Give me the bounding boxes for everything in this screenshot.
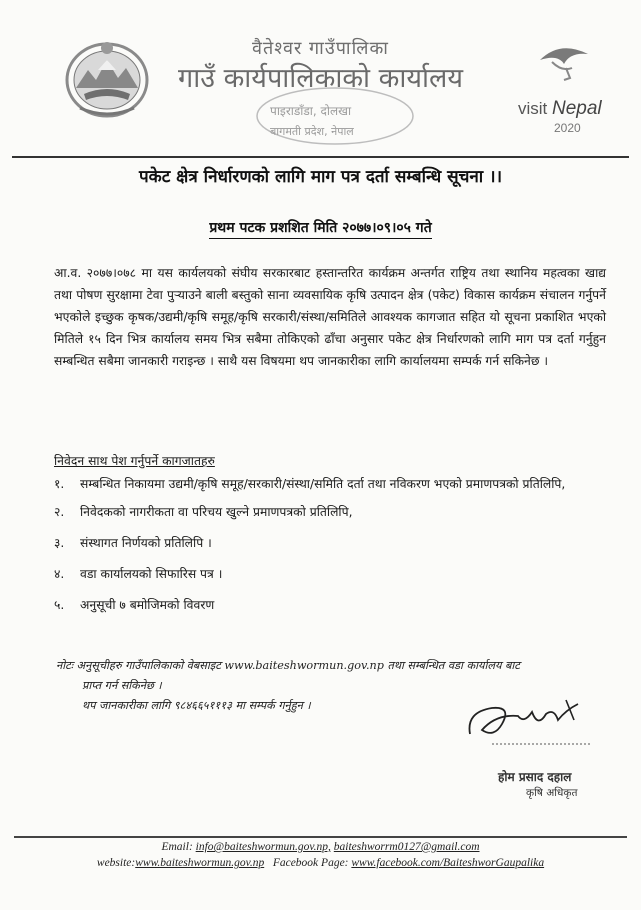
website-link[interactable]: www.baiteshwormun.gov.np <box>135 857 265 869</box>
visit-nepal-logo-icon <box>510 38 615 138</box>
header-divider <box>12 156 629 158</box>
footer-divider <box>14 836 627 838</box>
list-item-number: १. <box>54 477 65 491</box>
facebook-label: Facebook Page: <box>272 857 349 869</box>
office-name: गाउँ कार्यपालिकाको कार्यालय <box>178 63 463 94</box>
notice-subtitle-wrapper <box>0 218 641 237</box>
list-item <box>54 564 610 585</box>
visit-nepal-visit: visit <box>518 99 548 118</box>
list-item <box>54 502 610 523</box>
email-label: Email: <box>161 841 193 853</box>
list-item-text: वडा कार्यालयको सिफारिस पत्र । <box>80 567 223 581</box>
signatory-name: होम प्रसाद दहाल <box>498 770 572 784</box>
email-link-2[interactable]: baiteshworrm0127@gmail.com <box>333 841 480 853</box>
municipality-name: वैतेश्वर गाउँपालिका <box>252 38 389 59</box>
list-item-text: संस्थागत निर्णयको प्रतिलिपि । <box>80 536 212 550</box>
stamp-text-2: बागमती प्रदेश, नेपाल <box>270 125 354 138</box>
facebook-link[interactable]: www.facebook.com/BaiteshworGaupalika <box>351 857 545 869</box>
footer-email-line <box>0 841 641 853</box>
list-item <box>54 474 610 495</box>
list-item-number: ३. <box>54 536 65 550</box>
notice-body: आ.व. २०७७।०७८ मा यस कार्यलयको संघीय सरकारबाट हस्तान्तरित कार्यक्रम अन्तर्गत राष्ट्रिय तथा स्थानिय महत्वका खाद्य तथा पोषण सुरक्षामा टेवा पुर्‍याउने बाली बस्तुको साना व्यवसायिक कृषि उत्पादन क्षेत्र (पकेट) विकास कार्यक्रम संचालन गर्नुपर्ने भएकोले इच्छुक कृषक/उद्यमी/कृषि समूह/कृषि सरकारी/संस्था/समितिले आवश्यक कागजात सहित यो सूचना प्रकाशित भएको मितिले १५ दिन भित्र कार्यालय समय भित्र सबैमा तोकिएको ढाँचा अनुसार पकेट क्षेत्र निर्धारणको लागि माग पत्र दर्ता गर्नुहुन सम्बन्धित सबैमा जानकारी गराइन्छ । साथै यस विषयमा थप जानकारीका लागि कार्यालयमा सम्पर्क गर्न सकिनेछ । <box>54 266 606 368</box>
stamp-text-1: पाइराडाँडा, दोलखा <box>270 104 352 118</box>
list-item-number: २. <box>54 505 65 519</box>
documents-list <box>54 474 610 616</box>
notice-subtitle: प्रथम पटक प्रशशित मिति २०७७।०९।०५ गते <box>209 220 431 239</box>
list-item <box>54 595 610 616</box>
visit-nepal-year: 2020 <box>554 121 581 135</box>
email-link-1[interactable]: info@baiteshwormun.gov.np, <box>195 841 331 853</box>
list-item <box>54 533 610 554</box>
list-item-text: सम्बन्धित निकायमा उद्यमी/कृषि समूह/सरकारी/संस्था/समिति दर्ता तथा नविकरण भएको प्रमाणपत्रको प्रतिलिपि, <box>80 477 566 491</box>
visit-nepal-nepal: Nepal <box>552 98 602 119</box>
list-item-number: ४. <box>54 567 65 581</box>
note-line-2: प्राप्त गर्न सकिनेछ । <box>82 679 162 692</box>
notice-title: पकेट क्षेत्र निर्धारणको लागि माग पत्र दर्ता सम्बन्धि सूचना ।। <box>138 167 503 187</box>
note-line-1: नोटः अनुसूचीहरु गाउँपालिकाको वेबसाइट www.baiteshwormun.gov.np तथा सम्बन्धित वडा कार्यालय बाट <box>56 659 520 672</box>
signatory-title: कृषि अधिकृत <box>526 787 578 799</box>
list-item-number: ५. <box>54 598 65 612</box>
website-label: website: <box>96 857 136 869</box>
signature-icon <box>462 690 602 750</box>
footer-web-line <box>0 857 641 869</box>
documents-heading: निवेदन साथ पेश गर्नुपर्ने कागजातहरु <box>54 454 215 468</box>
list-item-text: अनुसूची ७ बमोजिमको विवरण <box>80 598 215 612</box>
list-item-text: निवेदकको नागरीकता वा परिचय खुल्ने प्रमाणपत्रको प्रतिलिपि, <box>80 505 353 519</box>
note-line-3: थप जानकारीका लागि ९८४६६५१११३ मा सम्पर्क गर्नुहुन । <box>82 699 311 712</box>
